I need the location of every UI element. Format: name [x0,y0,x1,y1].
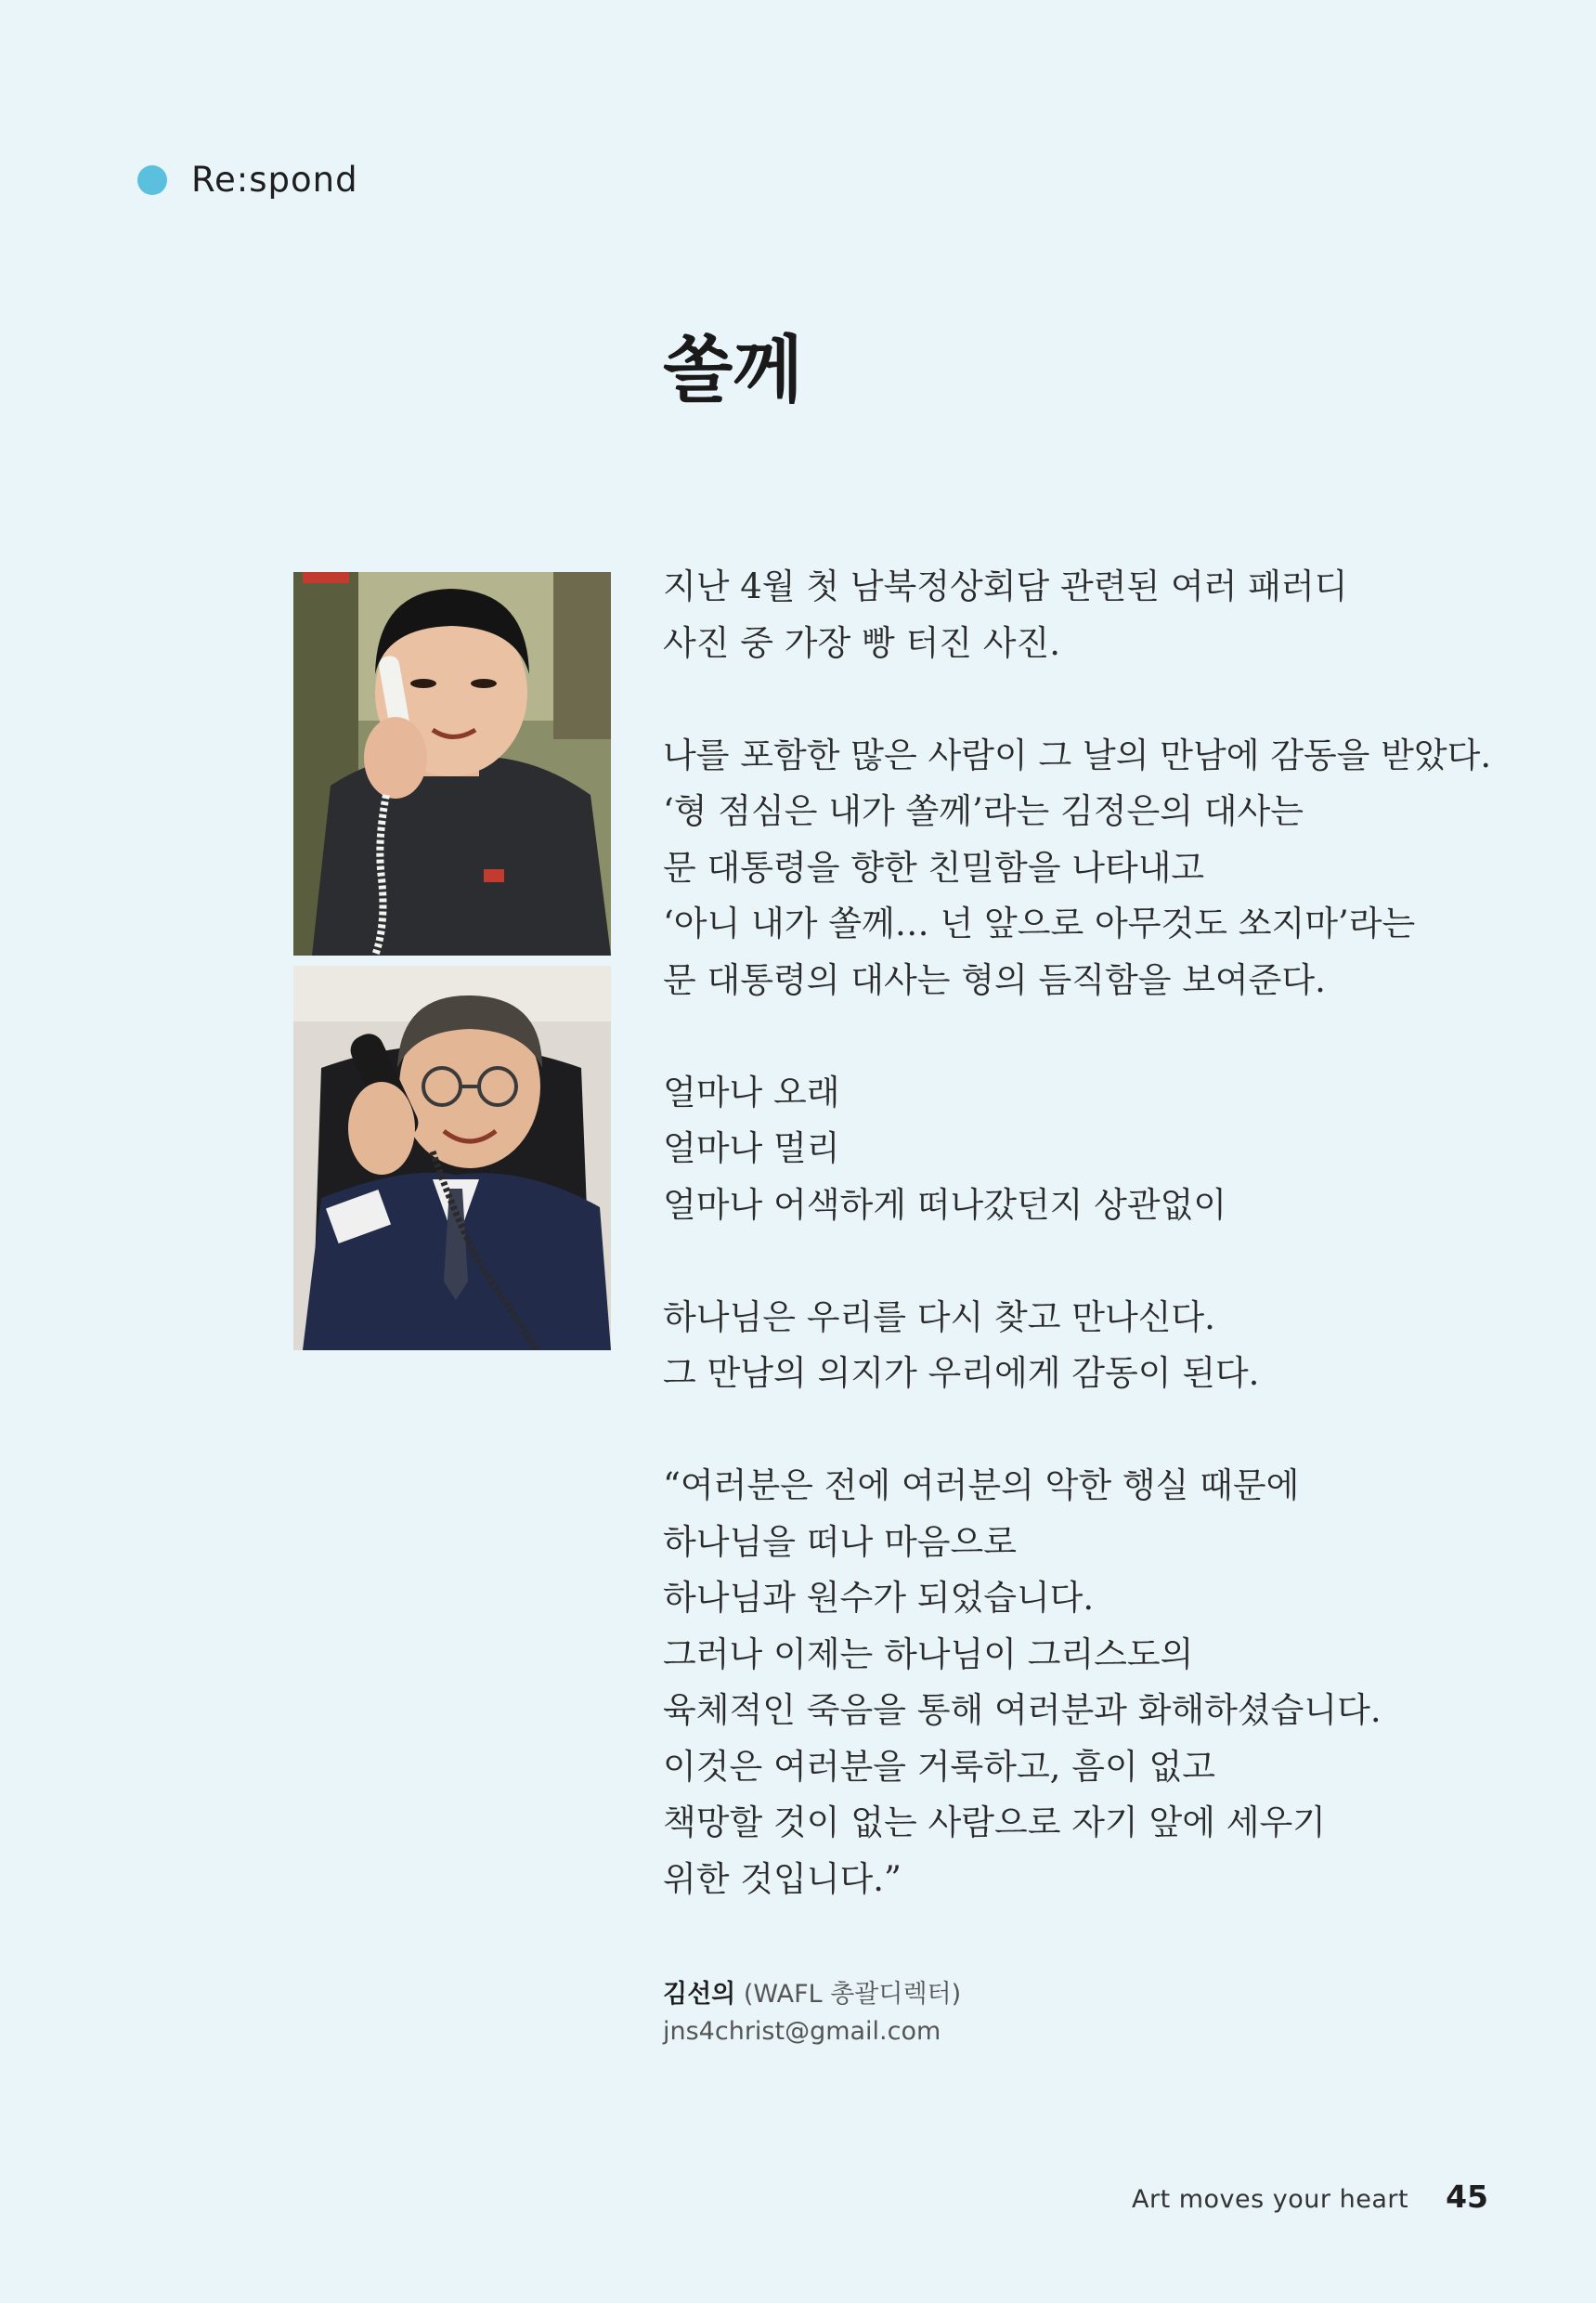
text-line: 하나님과 원수가 되었습니다. [663,1578,1095,1618]
text-line: 이것은 여러분을 거룩하고, 흠이 없고 [663,1746,1215,1787]
text-line: 그러나 이제는 하나님이 그리스도의 [663,1633,1194,1674]
kim-jong-un-phone-photo [293,572,611,956]
page-title: 쏠께 [663,328,803,412]
text-line: 육체적인 죽음을 통해 여러분과 화해하셨습니다. [663,1690,1382,1730]
text-line: 문 대통령의 대사는 형의 듬직함을 보여준다. [663,959,1326,1000]
section-bullet-icon [137,165,167,195]
author-email[interactable]: jns4christ@gmail.com [663,2017,941,2046]
author-byline [663,1976,961,2050]
text-line: 얼마나 오래 [663,1072,840,1112]
paragraph-scripture-quote [663,1458,1499,1907]
text-line: 얼마나 멀리 [663,1128,840,1168]
text-line: 하나님을 떠나 마음으로 [663,1521,1017,1562]
footer-tagline: Art moves your heart [1132,2185,1409,2214]
text-line: 그 만남의 의지가 우리에게 감동이 된다. [663,1353,1260,1393]
text-line: 책망할 것이 없는 사람으로 자기 앞에 세우기 [663,1802,1326,1842]
text-line: 지난 4월 첫 남북정상회담 관련된 여러 패러디 [663,566,1348,606]
paragraph-god [663,1290,1499,1402]
author-name: 김선의 [663,1980,736,2009]
moon-jae-in-phone-photo [293,966,611,1350]
text-line: 사진 중 가장 빵 터진 사진. [663,622,1060,663]
text-line: “여러분은 전에 여러분의 악한 행실 때문에 [663,1465,1300,1505]
page-number: 45 [1446,2179,1488,2215]
text-line: 위한 것입니다.” [663,1858,902,1899]
text-line: 얼마나 어색하게 떠나갔던지 상관없이 [663,1184,1227,1225]
text-line: 나를 포함한 많은 사람이 그 날의 만남에 감동을 받았다. [663,735,1492,775]
section-tag [137,160,358,200]
text-line: ‘아니 내가 쏠께… 넌 앞으로 아무것도 쏘지마’라는 [663,904,1416,943]
paragraph-intro [663,559,1499,671]
author-role: (WAFL 총괄디렉터) [743,1980,962,2009]
article-body [663,559,1499,1907]
text-line: 하나님은 우리를 다시 찾고 만나신다. [663,1296,1215,1337]
paragraph-distance [663,1065,1499,1234]
section-label: Re:spond [191,160,358,200]
text-line: 문 대통령을 향한 친밀함을 나타내고 [663,847,1205,888]
page-footer [1132,2179,1488,2215]
paragraph-emotion [663,728,1499,1009]
text-line: ‘형 점심은 내가 쏠께’라는 김정은의 대사는 [663,791,1304,831]
